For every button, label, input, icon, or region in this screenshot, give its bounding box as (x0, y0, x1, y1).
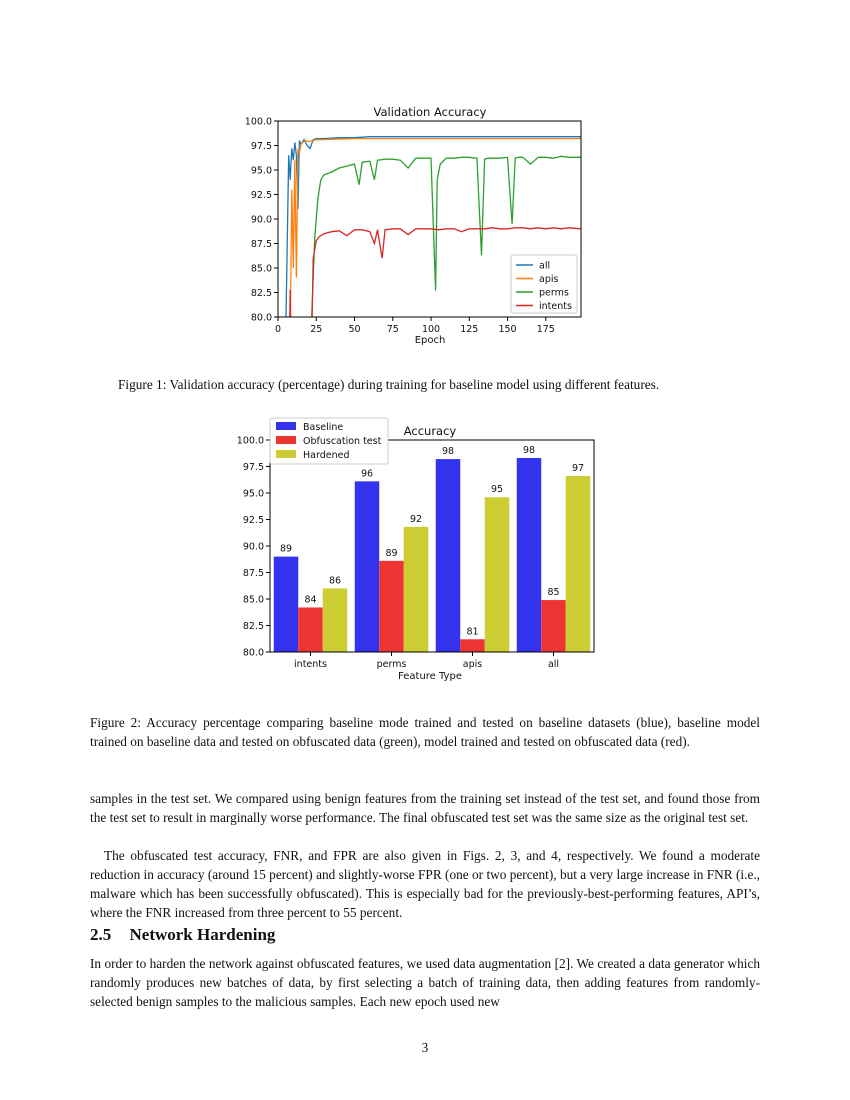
body-paragraph-2: The obfuscated test accuracy, FNR, and FPR are also given in Figs. 2, 3, and 4, respectively. We found a moderate reduction in accuracy (around 15 percent) and slightly-worse FPR (one or two percent), but a very large increase in FNR (i.e., malware which has been successfully obfuscated). This is especially bad for the previously-best-performing features, API’s, where the FNR increased from three percent to 55 percent. (90, 848, 760, 920)
y-tick-label: 90.0 (250, 214, 272, 226)
body-paragraph-3: In order to harden the network against obfuscated features, we used data augmentation [2]. We created a data generator which randomly produces new batches of data, by first selecting a batch of training data, then adding features from randomly-selected benign samples to the malicious samples. Each new epoch used new (90, 956, 760, 1009)
figure2-chart (225, 415, 605, 685)
bar-value-label: 95 (490, 484, 504, 496)
x-tick-label: 75 (386, 324, 399, 335)
figure1-title: Validation Accuracy (373, 105, 487, 119)
bar-obfuscation-test-intents (298, 607, 323, 652)
x-tick-label: all (547, 659, 560, 670)
y-tick-label: 90.0 (242, 541, 264, 553)
y-tick-label: 100.0 (244, 116, 272, 128)
y-tick-label: 92.5 (242, 515, 264, 526)
legend-label-obfuscation-test: Obfuscation test (303, 436, 382, 447)
legend-label-baseline: Baseline (303, 422, 344, 433)
bar-obfuscation-test-perms (379, 561, 404, 652)
y-tick-label: 87.5 (250, 239, 272, 250)
series-line-perms (280, 156, 582, 350)
y-tick-label: 100.0 (236, 435, 264, 447)
x-tick-label: 25 (310, 324, 323, 335)
y-tick-label: 82.5 (250, 288, 272, 299)
y-tick-label: 80.0 (242, 647, 264, 659)
figure1-chart (225, 100, 595, 350)
x-tick-label: 175 (536, 324, 555, 335)
body-paragraph-1: samples in the test set. We compared using benign features from the training set instead of the test set, and found those from the test set to result in marginally worse performance. The final obfuscated test set was the same size as the original test set. (90, 791, 760, 825)
section-title: Network Hardening (129, 925, 276, 944)
x-tick-label: 125 (460, 324, 479, 335)
y-tick-label: 85.0 (250, 263, 272, 275)
bar-value-label: 81 (466, 626, 479, 638)
x-tick-label: 50 (348, 324, 361, 335)
bar-value-label: 86 (328, 575, 342, 587)
bar-baseline-all (517, 458, 542, 652)
legend-label-apis: apis (539, 274, 559, 285)
bar-baseline-intents (274, 557, 299, 652)
legend-label-all: all (539, 260, 551, 272)
page-number: 3 (421, 1040, 429, 1055)
legend-label-hardened: Hardened (303, 450, 350, 461)
bar-value-label: 97 (571, 463, 585, 475)
y-tick-label: 80.0 (250, 312, 272, 324)
y-tick-label: 82.5 (242, 621, 264, 632)
series-line-apis (280, 139, 582, 350)
x-tick-label: 150 (498, 324, 517, 335)
y-tick-label: 87.5 (242, 568, 264, 579)
y-tick-label: 95.0 (250, 165, 272, 177)
legend-swatch-hardened (276, 450, 296, 458)
figure1-xlabel: Epoch (414, 335, 446, 346)
bar-value-label: 98 (441, 446, 455, 458)
bar-value-label: 98 (522, 445, 536, 457)
legend-swatch-baseline (276, 422, 296, 430)
section-number: 2.5 (90, 925, 112, 944)
y-tick-label: 85.0 (242, 594, 264, 606)
bar-hardened-intents (323, 588, 348, 652)
bar-value-label: 89 (385, 547, 398, 559)
y-tick-label: 97.5 (250, 141, 272, 152)
series-line-all (280, 137, 582, 350)
section-heading (90, 925, 275, 945)
bar-value-label: 96 (360, 468, 374, 480)
y-tick-label: 95.0 (242, 488, 264, 500)
bar-hardened-perms (404, 527, 429, 652)
x-tick-label: perms (376, 659, 407, 670)
figure1-caption: Figure 1: Validation accuracy (percentage) during training for baseline model using different features. (118, 377, 660, 392)
figure2-caption: Figure 2: Accuracy percentage comparing baseline mode trained and tested on baseline datasets (blue), baseline model trained on baseline data and tested on obfuscated data (green), model trained and tested on obfuscated data (red). (90, 715, 760, 749)
y-tick-label: 92.5 (250, 190, 272, 201)
figure2-xlabel: Feature Type (398, 671, 462, 682)
bar-obfuscation-test-apis (460, 639, 485, 652)
figure2-title: Accuracy (403, 424, 457, 438)
bar-value-label: 92 (409, 513, 423, 525)
legend-label-intents: intents (539, 301, 572, 312)
x-tick-label: 0 (274, 324, 282, 335)
bar-baseline-perms (355, 481, 380, 652)
bar-obfuscation-test-all (541, 600, 566, 652)
y-tick-label: 97.5 (242, 462, 264, 473)
bar-hardened-all (566, 476, 591, 652)
x-tick-label: intents (294, 659, 327, 670)
legend-label-perms: perms (539, 287, 569, 299)
bar-value-label: 85 (547, 587, 560, 599)
bar-baseline-apis (436, 459, 461, 652)
x-tick-label: 100 (421, 324, 441, 335)
bar-hardened-apis (485, 497, 510, 652)
bar-value-label: 84 (304, 594, 317, 606)
x-tick-label: apis (462, 659, 483, 670)
legend-swatch-obfuscation-test (276, 436, 296, 444)
bar-value-label: 89 (279, 543, 293, 555)
